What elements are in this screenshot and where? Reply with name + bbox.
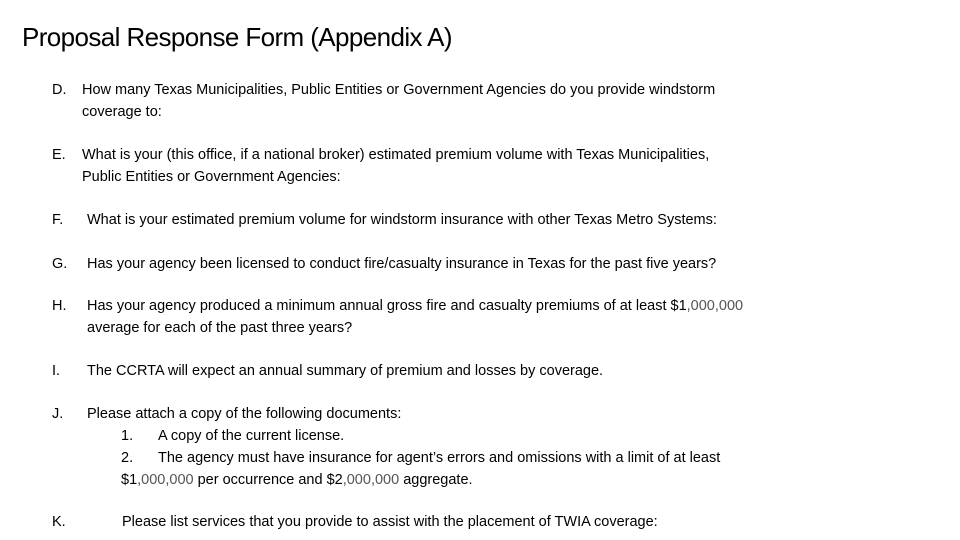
question-text-line: Please attach a copy of the following documents: [87, 406, 402, 422]
continuation-text: per occurrence and $2 [193, 472, 343, 488]
item-letter: F. [52, 212, 64, 228]
question-text-line: Please list services that you provide to assist with the placement of TWIA coverage: [122, 514, 658, 530]
sub-item-number: 2. [121, 450, 134, 466]
question-text-line: coverage to: [82, 104, 162, 120]
question-text-line [87, 295, 743, 317]
question-text-line: average for each of the past three years? [87, 320, 353, 336]
sub-item-text: The agency must have insurance for agent’s errors and omissions with a limit of at least [158, 450, 721, 466]
item-letter: E. [52, 147, 66, 163]
item-letter: D. [52, 82, 67, 98]
question-text: Has your agency produced a minimum annual gross fire and casualty premiums of at least $1 [87, 298, 687, 314]
amount-text: ,000,000 [342, 472, 400, 488]
sub-item-number: 1. [121, 428, 134, 444]
page-title: Proposal Response Form (Appendix A) [22, 22, 452, 52]
sub-item-text: A copy of the current license. [158, 428, 345, 444]
question-text-line: Has your agency been licensed to conduct fire/casualty insurance in Texas for the past five years? [87, 256, 717, 272]
question-text-line: What is your estimated premium volume for windstorm insurance with other Texas Metro Systems: [87, 212, 717, 228]
sub-item-continuation [121, 469, 473, 491]
item-letter: K. [52, 514, 66, 530]
continuation-text: aggregate. [399, 472, 473, 488]
question-text-line: Public Entities or Government Agencies: [82, 169, 341, 185]
item-letter: G. [52, 256, 68, 272]
amount-prefix: $1 [121, 472, 138, 488]
item-letter: J. [52, 406, 64, 422]
item-letter: I. [52, 363, 61, 379]
question-text-line: How many Texas Municipalities, Public Entities or Government Agencies do you provide windstorm [82, 82, 716, 98]
amount-text: ,000,000 [137, 472, 194, 488]
item-letter: H. [52, 298, 67, 314]
amount-text: ,000,000 [686, 298, 744, 314]
question-text-line: The CCRTA will expect an annual summary of premium and losses by coverage. [87, 363, 604, 379]
question-text-line: What is your (this office, if a national broker) estimated premium volume with Texas Municipalities, [82, 147, 710, 163]
